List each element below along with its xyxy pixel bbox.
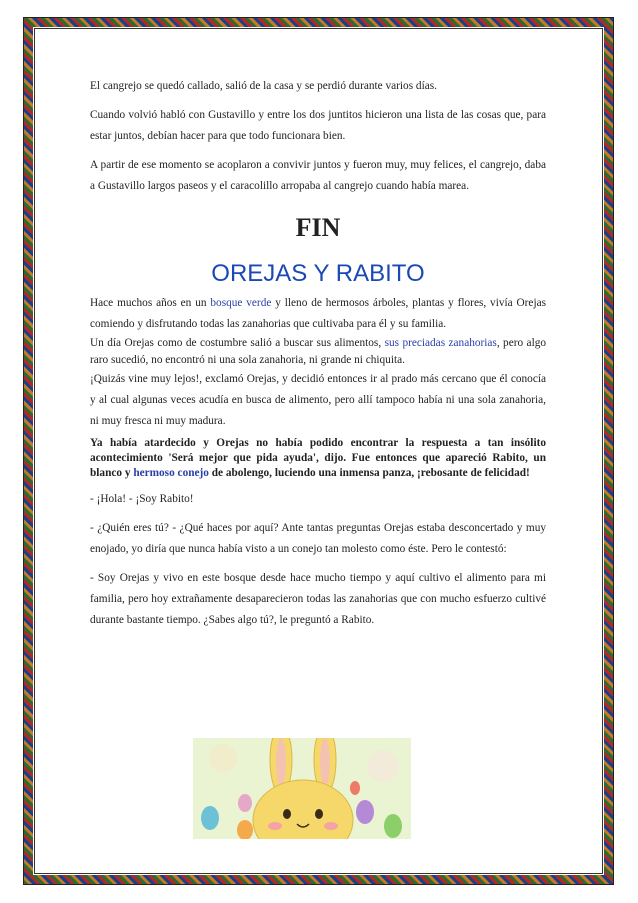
story2-paragraph-7: - Soy Orejas y vivo en este bosque desde hace mucho tiempo y aquí cultivo el alimento para mi familia, pero hoy extrañamente desaparecieron todas las zanahorias que con mucho esfuerzo cultivé durante bastante tiempo. ¿Sabes algo tú?, le preguntó a Rabito. — [90, 572, 546, 626]
bunny-with-easter-eggs-icon — [193, 738, 411, 839]
story1-paragraph-1: El cangrejo se quedó callado, salió de la casa y se perdió durante varios días. — [90, 80, 437, 92]
story2-title: OREJAS Y RABITO — [211, 260, 425, 287]
story2-paragraph-4 — [90, 436, 546, 481]
hermoso-conejo-link[interactable]: hermoso conejo — [133, 467, 209, 479]
story2-paragraph-1 — [90, 293, 546, 335]
page-content — [90, 76, 546, 631]
story2-p4-text-b: de abolengo, luciendo una inmensa panza, ¡rebosante de felicidad! — [208, 467, 530, 479]
story2-p2-text-a: Un día Orejas como de costumbre salió a buscar sus alimentos, — [90, 337, 385, 349]
story2-paragraph-3: ¡Quizás vine muy lejos!, exclamó Orejas, y decidió entonces ir al prado más cercano que él conocía y al cual algunas veces acudía en busca de alimento, pero allí tampoco había ni una sola zanahoria, ni muy fresca ni muy madura. — [90, 373, 546, 427]
story2-paragraph-5: - ¡Hola! - ¡Soy Rabito! — [90, 493, 194, 505]
story1-paragraph-2: Cuando volvió habló con Gustavillo y entre los dos juntitos hicieron una lista de las cosas que, para estar juntos, debían hacer para que todo funcionara bien. — [90, 109, 546, 142]
story2-p2-text-b: , pero algo raro sucedió, no encontró ni una sola zanahoria, ni grande ni chiquita. — [90, 337, 547, 366]
bunny-illustration — [193, 738, 411, 839]
story2-paragraph-2 — [90, 335, 546, 369]
story2-p1-text-a: Hace muchos años en un — [90, 297, 211, 309]
story2-paragraph-6: - ¿Quién eres tú? - ¿Qué haces por aquí? Ante tantas preguntas Orejas estaba desconcertado y muy enojado, yo diría que nunca había visto a un conejo tan molesto como éste. Pero le contestó: — [90, 522, 546, 555]
story1-paragraph-3: A partir de ese momento se acoplaron a convivir juntos y fueron muy, muy felices, el cangrejo, daba a Gustavillo largos paseos y el caracolillo arropaba al cangrejo cuando había marea. — [90, 159, 546, 192]
zanahorias-link[interactable]: sus preciadas zanahorias — [384, 337, 497, 349]
bosque-verde-link[interactable]: bosque verde — [210, 297, 272, 309]
fin-heading: FIN — [295, 213, 341, 242]
story2-p4-text-a: Ya había atardecido y Orejas no había podido encontrar la respuesta a tan insólito acontecimiento 'Será mejor que pida ayuda', dijo. Fue entonces que apareció Rabito, un blanco y — [90, 437, 546, 479]
story2-p1-text-b: y lleno de hermosos árboles, plantas y flores, vivía Orejas comiendo y disfrutando todas las zanahorias que cultivaba para él y su familia. — [90, 297, 547, 330]
